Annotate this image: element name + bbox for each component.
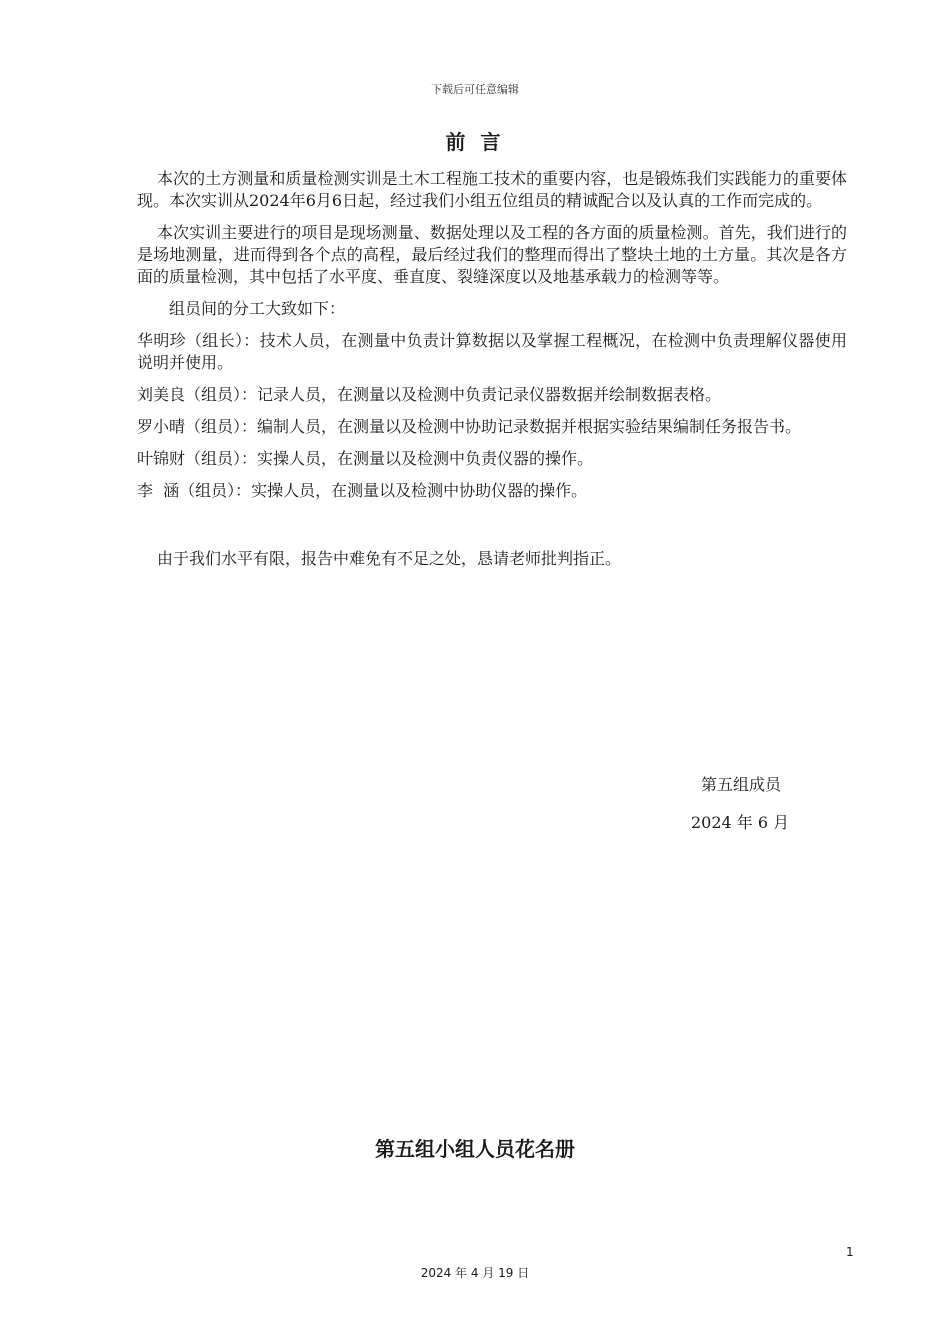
preface-paragraph: 本次实训主要进行的项目是现场测量、数据处理以及工程的各方面的质量检测。首先，我们进行的是场地测量，进而得到各个点的高程，最后经过我们的整理而得出了整块土地的土方量。其次是各方面的质量检测，其中包括了水平度、垂直度、裂缝深度以及地基承载力的检测等等。 bbox=[137, 223, 847, 286]
member-entry-leader: 华明珍（组长）：技术人员，在测量中负责计算数据以及掌握工程概况，在检测中负责理解仪器使用说明并使用。 bbox=[137, 331, 847, 372]
footer-date: 2024 年 4 月 19 日 bbox=[420, 1266, 530, 1280]
signature-date: 2024 年 6 月 bbox=[691, 813, 790, 832]
header-note: 下载后可任意编辑 bbox=[431, 83, 519, 96]
preface-paragraph: 本次的土方测量和质量检测实训是土木工程施工技术的重要内容，也是锻炼我们实践能力的重要体现。本次实训从2024年6月6日起，经过我们小组五位组员的精诚配合以及认真的工作而完成的。 bbox=[137, 169, 847, 210]
roster-title: 第五组小组人员花名册 bbox=[375, 1137, 575, 1161]
division-intro: 组员间的分工大致如下： bbox=[169, 299, 346, 318]
preface-title: 前 言 bbox=[445, 130, 505, 154]
page-number: 1 bbox=[846, 1245, 854, 1259]
preface-body bbox=[137, 168, 847, 580]
member-entry: 叶锦财（组员）：实操人员，在测量以及检测中负责仪器的操作。 bbox=[137, 449, 594, 468]
member-entry: 刘美良（组员）：记录人员，在测量以及检测中负责记录仪器数据并绘制数据表格。 bbox=[137, 385, 722, 404]
member-entry: 李 涵（组员）：实操人员，在测量以及检测中协助仪器的操作。 bbox=[137, 481, 588, 500]
closing-remark: 由于我们水平有限，报告中难免有不足之处，恳请老师批判指正。 bbox=[157, 549, 622, 568]
signature-group: 第五组成员 bbox=[701, 775, 782, 794]
member-entry: 罗小晴（组员）：编制人员，在测量以及检测中协助记录数据并根据实验结果编制任务报告书。 bbox=[137, 417, 802, 436]
